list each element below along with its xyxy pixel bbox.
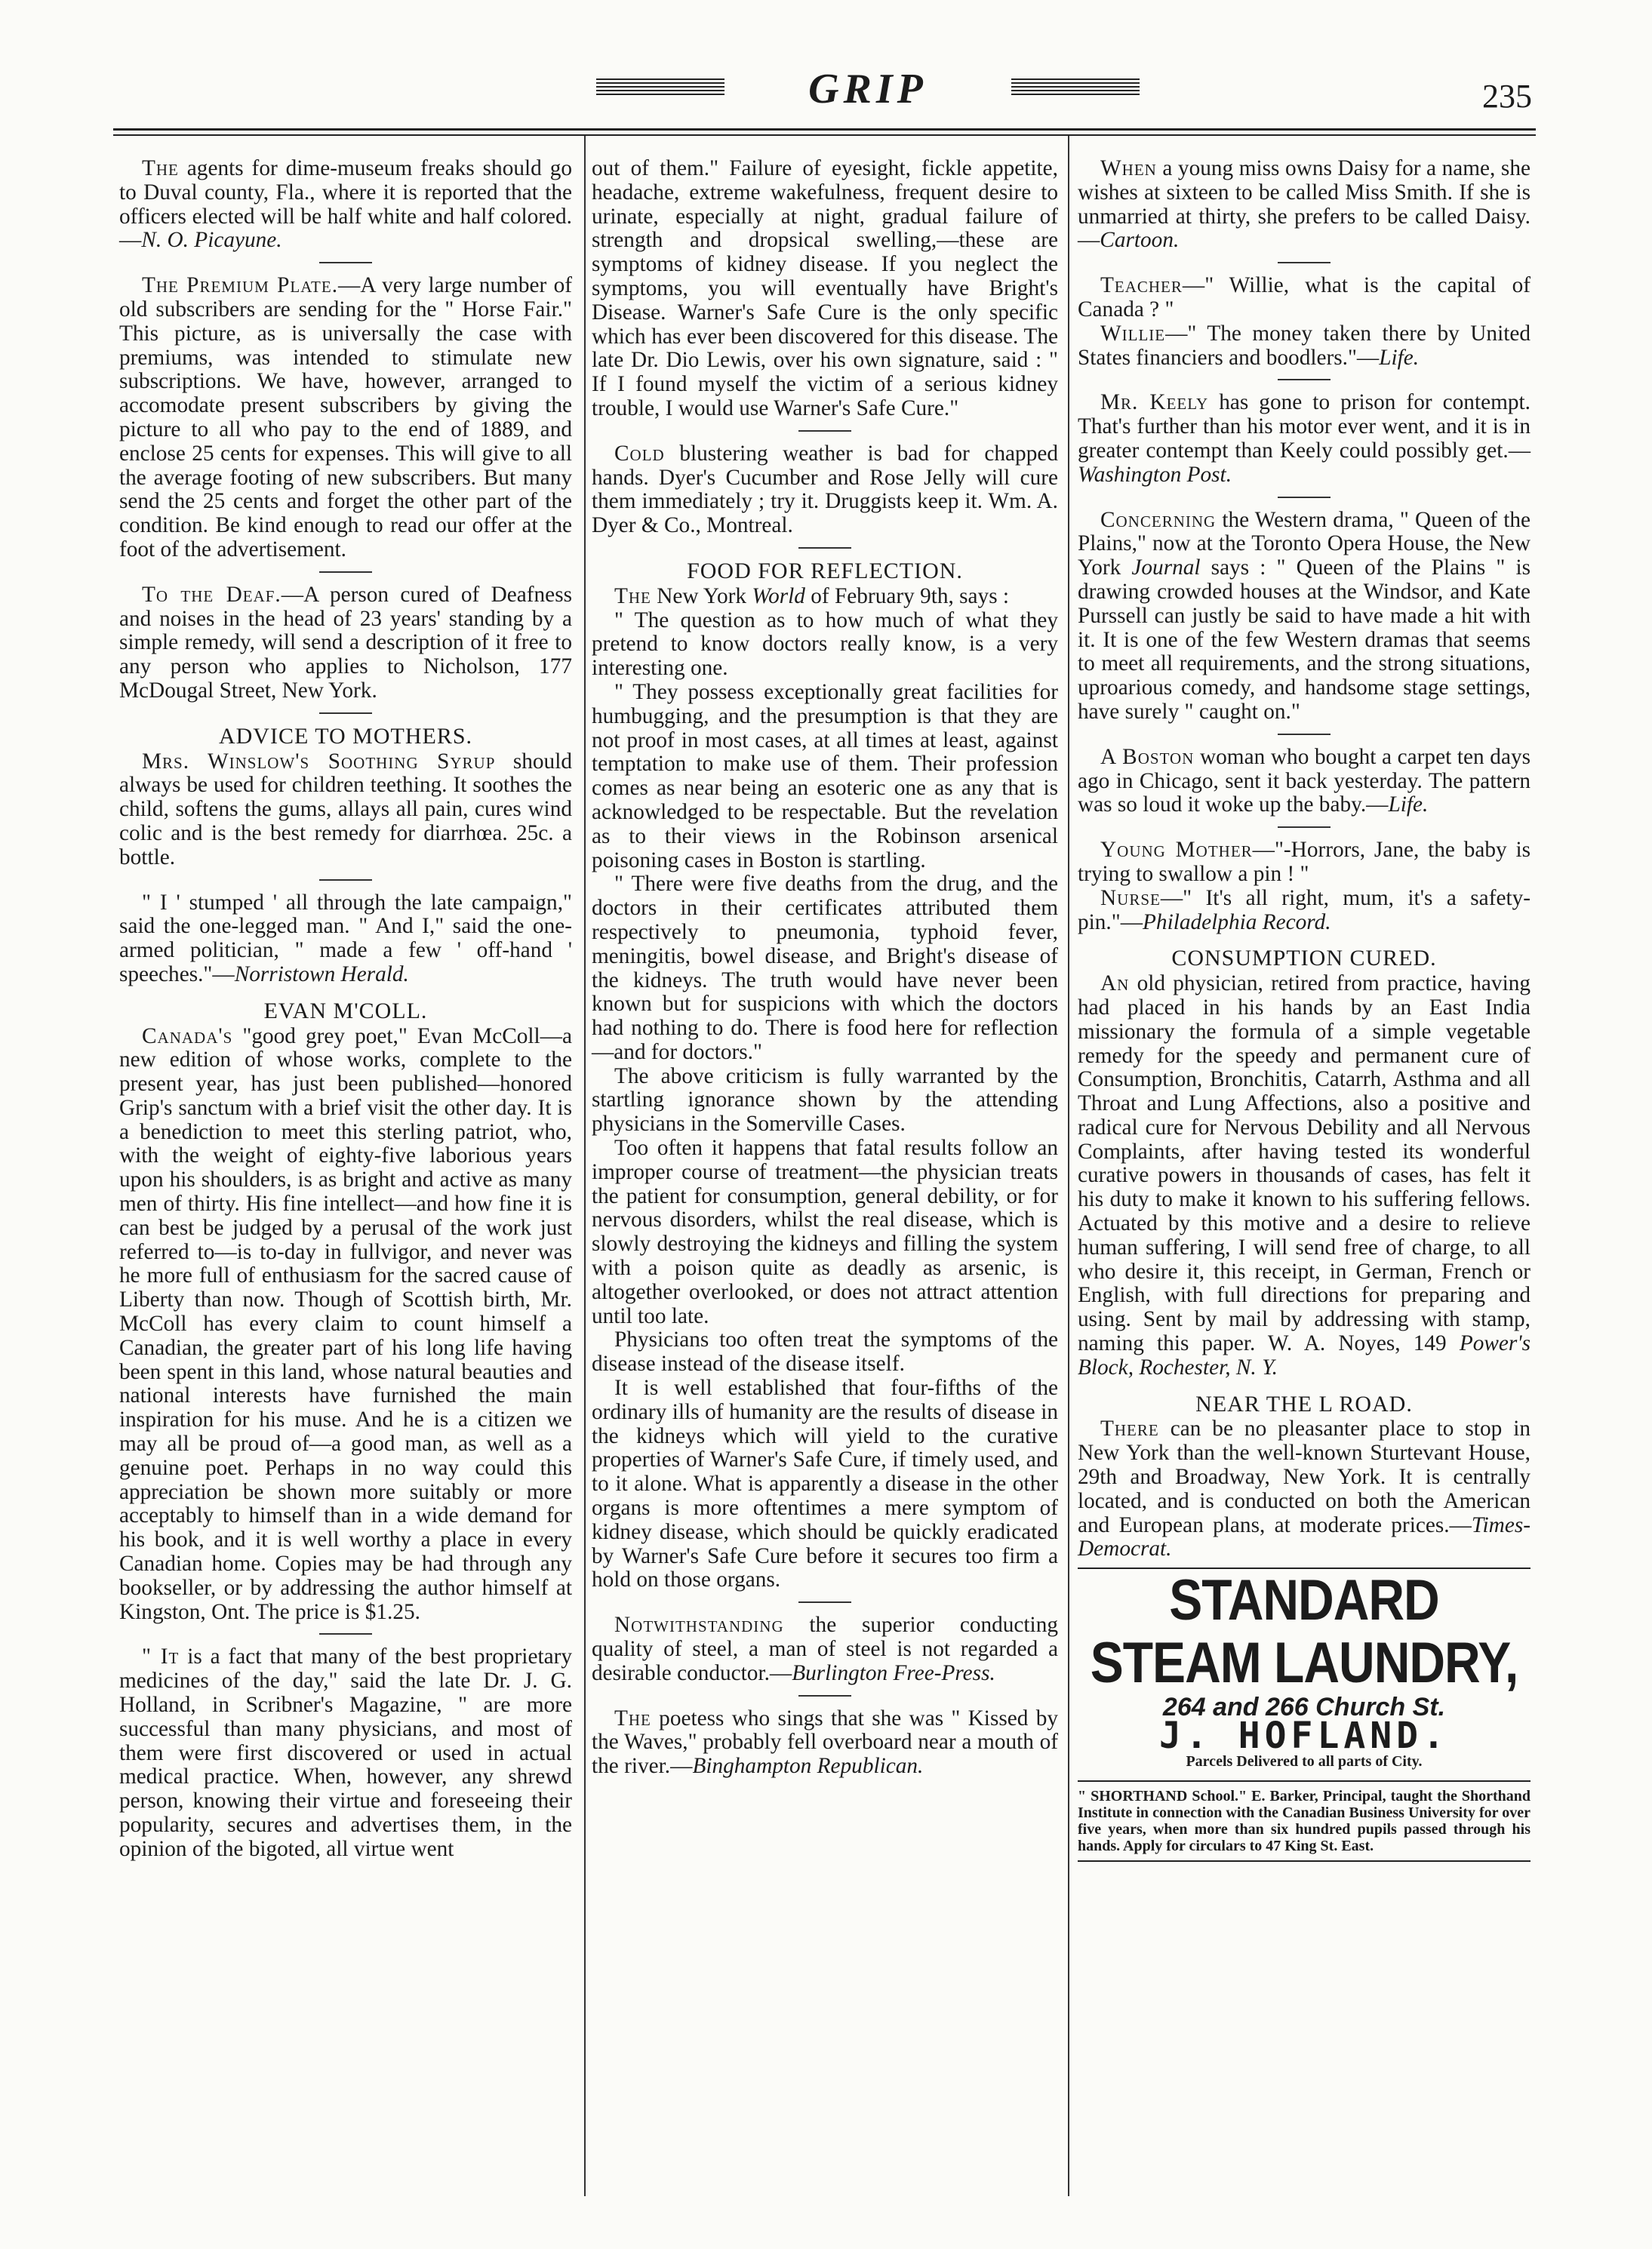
- article-warner-continued: out of them." Failure of eyesight, fickle appetite, headache, extreme wakefulness, frequent desire to urinate, especially at night, gradual failure of strength and dropsical swelling,—these are symptoms of kidney disease. If you neglect the symptoms, you will eventually have Bright's Disease. Warner's Safe Cure is the only specific which has ever been discovered for this disease. The late Dr. Dio Lewis, over his own signature, said : " If I found myself the victim of a serious kidney trouble, I would use Warner's Safe Cure.": [592, 156, 1058, 420]
- separator: [1278, 497, 1331, 498]
- masthead-rule-right: [1011, 78, 1140, 95]
- column-divider-2: [1068, 136, 1069, 2196]
- article-evan-mccoll: Canada's "good grey poet," Evan McColl—a new edition of whose works, complete to the present year, has just been published—honored Grip's sanctum with a brief visit the other day. It is a benediction to meet this sterling patriot, who, with the weight of eighty-five laborious years upon his shoulders, is as bright and active as many men of thirty. His fine intellect—and how fine it is can best be judged by a perusal of the work just referred to—is to-day in fullvigor, and never was he more full of enthusiasm for the sacred cause of Liberty than now. Though of Scottish birth, Mr. McColl has every claim to count himself a Canadian, the greater part of his long life having been spent in this land, whose natural beauties and national interests have furnished the main inspiration for his muse. And he is a citizen we may all be proud of—a good man, as well as a genuine poet. Perhaps in no way could this appreciation be shown more suitably or more acceptably to himself than in a wide demand for his book, and it is well worthy a place in every Canadian home. Copies may be had through any bookseller, or by addressing the author himself at Kingston, Ont. The price is $1.25.: [119, 1023, 572, 1624]
- article-steel: Notwithstanding the superior conducting quality of steel, a man of steel is not regarded a desirable conductor.—Burlington Free-Press.: [592, 1613, 1058, 1685]
- dialogue-willie: Willie—" The money taken there by United States financiers and boodlers."—Life.: [1078, 321, 1530, 370]
- food-paragraph: " They possess exceptionally great facilities for humbugging, and the presumption is that they are not proof in most cases, at all times at least, against temptation to make use of them. Their profession comes as near being an esoteric one as any that is acknowledged to be respectable. But the revelation as to their views in the Robinson arsenical poisoning cases in Boston is startling.: [592, 679, 1058, 872]
- ad-shorthand-school: " SHORTHAND School." E. Barker, Principal, taught the Shorthand Institute in connection with the Canadian Business University for over five years, when more than six hundred pupils passed through his hands. Apply for circulars to 47 King St. East.: [1078, 1787, 1530, 1854]
- heading-advice-to-mothers: ADVICE TO MOTHERS.: [218, 723, 473, 749]
- page-number: 235: [1482, 78, 1532, 115]
- separator: [1278, 262, 1331, 263]
- source-credit: Times-Democrat.: [1078, 1512, 1530, 1561]
- heading-near-the-l-road: NEAR THE L ROAD.: [1195, 1391, 1413, 1417]
- masthead-title: GRIP: [808, 66, 928, 112]
- article-near-the-l-road: There can be no pleasanter place to stop in New York than the well-known Sturtevant House, 29th and Broadway, New York. It is centrally located, and is conducted on both the American and European plans, at moderate prices.—Times-Democrat.: [1078, 1417, 1530, 1561]
- dialogue-young-mother: Young Mother—"-Horrors, Jane, the baby is trying to swallow a pin ! ": [1078, 838, 1531, 886]
- source-credit: Life.: [1388, 792, 1429, 817]
- separator: [1278, 826, 1331, 828]
- article-stumped: " I ' stumped ' all through the late campaign," said the one-legged man. " And I," said the one-armed politician, " made a few ' off-hand ' speeches."—Norristown Herald.: [119, 890, 572, 986]
- source-credit: Binghampton Republican.: [692, 1754, 924, 1779]
- header-rule-bottom: [113, 134, 1536, 136]
- source-credit: Washington Post.: [1078, 462, 1232, 487]
- separator: [319, 262, 372, 263]
- food-paragraph: The above criticism is fully warranted by the startling ignorance shown by the attending physicians in the Somerville Cases.: [592, 1063, 1058, 1137]
- food-paragraph: Physicians too often treat the symptoms of the disease instead of the disease itself.: [592, 1328, 1058, 1377]
- article-western-drama: Concerning the Western drama, " Queen of the Plains," now at the Toronto Opera House, the New York Journal says : " Queen of the Plains " is drawing crowded houses at the Windsor, and Kate Purssell can justly be said to have made a hit with it. It is one of the few Western dramas that seems to meet all requirements, and the strong situations, uproarious comedy, and handsome stage settings, have surely " caught on.": [1078, 507, 1530, 724]
- column-1: [119, 157, 572, 1862]
- ad-laundry-proprietor: J. HOFLAND.: [1159, 1715, 1449, 1758]
- column-2: [592, 157, 1058, 1779]
- article-poetess: The poetess who sings that she was " Kissed by the Waves," probably fell overboard near a mouth of the river.—Binghampton Republican.: [592, 1706, 1058, 1779]
- article-boston-carpet: A Boston woman who bought a carpet ten days ago in Chicago, sent it back yesterday. The pattern was so loud it woke up the baby.—Life.: [1078, 744, 1531, 817]
- dialogue-nurse: Nurse—" It's all right, mum, it's a safety-pin."—Philadelphia Record.: [1078, 885, 1530, 934]
- source-credit: Life.: [1379, 345, 1420, 370]
- article-to-the-deaf: To the Deaf.—A person cured of Deafness and noises in the head of 23 years' standing by a simple remedy, will send a description of it free to any person who applies to Nicholson, 177 McDougal Street, New York.: [119, 582, 572, 703]
- separator: [798, 1601, 851, 1603]
- dialogue-teacher: Teacher—" Willie, what is the capital of Canada ? ": [1078, 273, 1530, 322]
- heading-consumption-cured: CONSUMPTION CURED.: [1171, 946, 1437, 971]
- article-daisy: When a young miss owns Daisy for a name, she wishes at sixteen to be called Miss Smith. If she is unmarried at thirty, she prefers to be called Daisy.—Cartoon.: [1078, 156, 1530, 253]
- separator: [319, 712, 372, 714]
- separator: [319, 1633, 372, 1635]
- food-paragraph: The New York World of February 9th, says :: [614, 583, 1010, 608]
- article-dime-museum: The agents for dime-museum freaks should go to Duval county, Fla., where it is reported that the officers elected will be half white and half colored.—N. O. Picayune.: [119, 156, 572, 253]
- article-consumption-cured: An old physician, retired from practice, having had placed in his hands by an East India missionary the formula of a simple vegetable remedy for the speedy and permanent cure of Consumption, Bronchitis, Catarrh, Asthma and all Throat and Lung Affections, also a positive and radical cure for Nervous Debility and all Nervous Complaints, after having tested its wonderful curative powers in thousands of cases, has felt it his duty to make it known to his suffering fellows. Actuated by this motive and a desire to relieve human suffering, I will send free of charge, to all who desire it, this receipt, in German, French or English, with full directions for preparing and using. Sent by mail by addressing with stamp, naming this paper. W. A. Noyes, 149 Power's Block, Rochester, N. Y.: [1078, 971, 1530, 1380]
- ad-laundry-address: 264 and 266 Church St.: [1162, 1693, 1446, 1722]
- ad-rule: [1078, 1860, 1530, 1862]
- column-3: [1078, 157, 1530, 1868]
- separator: [798, 547, 851, 549]
- article-premium-plate: The Premium Plate.—A very large number of old subscribers are sending for the " Horse Fair." This picture, as is universally the case with premiums, was intended to stimulate new subscriptions. We have, however, arranged to accomodate present subscribers by giving the picture to all who pay to the end of 1889, and enclose 25 cents for expenses. This will give to all the average footing of new subscribers. But many send the 25 cents and forget the other part of the condition. Be kind enough to read our offer at the foot of the advertisement.: [119, 273, 572, 561]
- article-advice-to-mothers: Mrs. Winslow's Soothing Syrup should always be used for children teething. It soothes the child, softens the gums, allays all pain, cures wind colic and is the best remedy for diarrhœa. 25c. a bottle.: [119, 749, 572, 869]
- column-divider-1: [584, 136, 586, 2196]
- food-paragraph: " The question as to how much of what they pretend to know doctors really know, is a very interesting one.: [592, 608, 1058, 681]
- ad-rule: [1078, 1780, 1530, 1782]
- separator: [1278, 379, 1331, 380]
- ad-laundry-title: STANDARD STEAM LAUNDRY,: [1090, 1568, 1518, 1695]
- separator: [319, 571, 372, 573]
- separator: [1278, 734, 1331, 735]
- food-paragraph: " There were five deaths from the drug, and the doctors in their certificates attributed them respectively to pneumonia, typhoid fever, meningitis, bowel disease, and Bright's disease of the kidneys. The truth would have never been known but for suspicions with which the doctors had nothing to do. There is food here for reflection—and for doctors.": [592, 872, 1058, 1064]
- article-cold-weather: Cold blustering weather is bad for chapped hands. Dyer's Cucumber and Rose Jelly will cure them immediately ; try it. Druggists keep it. Wm. A. Dyer & Co., Montreal.: [592, 441, 1058, 538]
- separator: [798, 1695, 851, 1697]
- source-credit: Cartoon.: [1100, 228, 1180, 253]
- article-holland: " It is a fact that many of the best proprietary medicines of the day," said the late Dr. J. G. Holland, in Scribner's Magazine, " are more successful than many physicians, and most of them were first discovered or used in actual medical practice. When, however, any shrewd person, knowing their virtue and foreseeing their popularity, secures and advertises them, in the opinion of the bigoted, all virtue went: [119, 1644, 572, 1861]
- header-rule-top: [113, 128, 1536, 131]
- heading-evan-mccoll: EVAN M'COLL.: [263, 998, 428, 1023]
- masthead: [596, 66, 1140, 115]
- source-credit: Burlington Free-Press.: [792, 1660, 995, 1685]
- heading-food-for-reflection: FOOD FOR REFLECTION.: [687, 558, 963, 583]
- source-credit: N. O. Picayune.: [141, 228, 282, 253]
- separator: [319, 879, 372, 881]
- ad-laundry-subtitle: Parcels Delivered to all parts of City.: [1186, 1752, 1423, 1770]
- page-header: [113, 66, 1532, 130]
- separator: [798, 430, 851, 432]
- source-credit: Norristown Herald.: [234, 961, 409, 986]
- food-paragraph: It is well established that four-fifths of the ordinary ills of humanity are the results of disease in the kidneys which will yield to the curative properties of Warner's Safe Cure, if timely used, and to it alone. What is apparently a disease in the other organs is more oftentimes a mere symptom of kidney disease, which should be quickly eradicated by Warner's Safe Cure before it secures too firm a hold on those organs.: [592, 1376, 1058, 1592]
- food-paragraph: Too often it happens that fatal results follow an improper course of treatment—the physician treats the patient for consumption, general debility, or for nervous disorders, whilst the real disease, which is slowly destroying the kidneys and filling the system with a poison quite as deadly as arsenic, is altogether overlooked, or does not attract attention until too late.: [592, 1136, 1058, 1328]
- article-keely: Mr. Keely has gone to prison for contempt. That's further than his motor ever went, and it is in greater contempt than Keely could possibly get.—Washington Post.: [1078, 390, 1530, 487]
- source-credit: Philadelphia Record.: [1143, 909, 1331, 934]
